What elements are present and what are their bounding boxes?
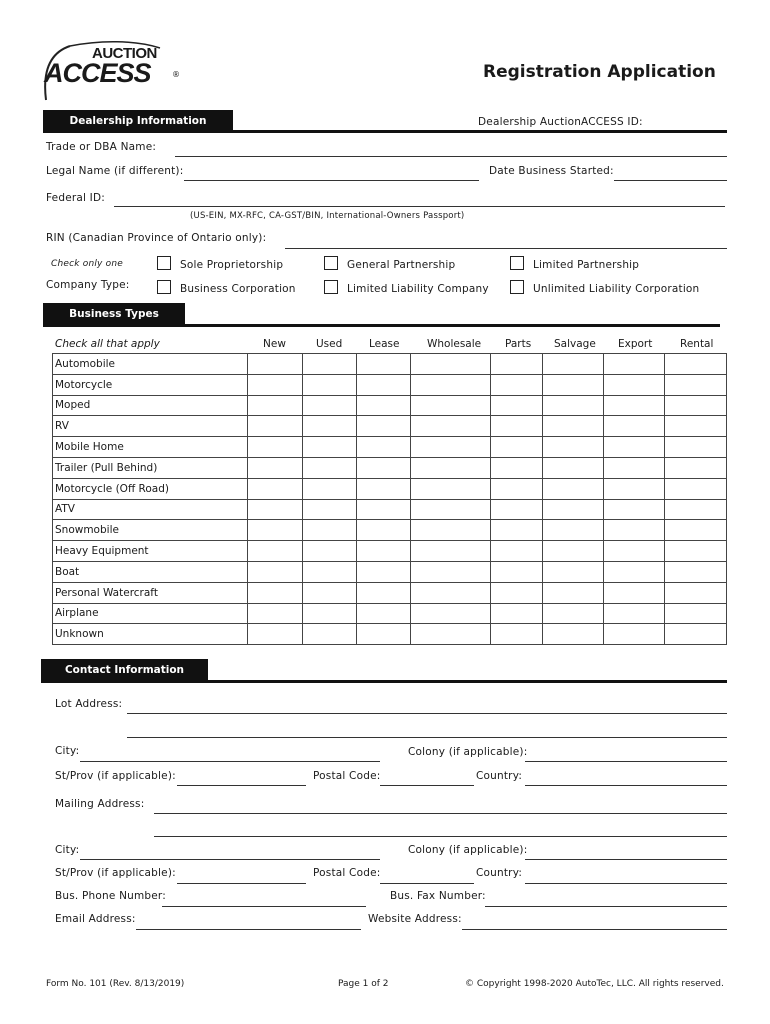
business-type-checkbox-cell[interactable] (302, 374, 356, 395)
business-type-checkbox-cell[interactable] (543, 478, 604, 499)
business-type-checkbox-cell[interactable] (491, 478, 543, 499)
col-header-lease: Lease (369, 338, 400, 350)
section-header-contact: Contact Information (41, 659, 208, 681)
rin-field[interactable] (285, 248, 727, 249)
mailing-address-field-2[interactable] (154, 836, 727, 837)
mailing-colony-label: Colony (if applicable): (408, 844, 528, 856)
business-type-checkbox-cell[interactable] (411, 374, 491, 395)
business-type-label: Snowmobile (53, 520, 248, 541)
business-type-checkbox-cell[interactable] (665, 478, 727, 499)
business-type-checkbox-cell[interactable] (665, 561, 727, 582)
business-type-checkbox-cell[interactable] (491, 416, 543, 437)
business-type-label: Personal Watercraft (53, 582, 248, 603)
email-label: Email Address: (55, 913, 136, 925)
business-type-checkbox-cell[interactable] (543, 437, 604, 458)
section-rule-dealership (43, 130, 727, 133)
business-type-checkbox-cell[interactable] (356, 541, 411, 562)
lot-city-label: City: (55, 745, 80, 757)
mailing-address-field-1[interactable] (154, 813, 727, 814)
checkbox-unlimited-liability-corporation[interactable] (510, 280, 524, 294)
business-type-checkbox-cell[interactable] (302, 354, 356, 375)
business-type-label: Airplane (53, 603, 248, 624)
business-type-checkbox-cell[interactable] (247, 416, 302, 437)
label-limited-partnership: Limited Partnership (533, 259, 640, 271)
bus-fax-field[interactable] (485, 906, 727, 907)
business-type-checkbox-cell[interactable] (302, 416, 356, 437)
business-type-checkbox-cell[interactable] (247, 624, 302, 645)
business-type-checkbox-cell[interactable] (543, 541, 604, 562)
business-type-checkbox-cell[interactable] (665, 416, 727, 437)
lot-postal-code-label: Postal Code: (313, 770, 381, 782)
business-type-checkbox-cell[interactable] (302, 499, 356, 520)
business-type-checkbox-cell[interactable] (411, 457, 491, 478)
business-type-checkbox-cell[interactable] (356, 437, 411, 458)
business-type-checkbox-cell[interactable] (302, 541, 356, 562)
business-type-checkbox-cell[interactable] (411, 499, 491, 520)
business-type-checkbox-cell[interactable] (247, 582, 302, 603)
business-type-checkbox-cell[interactable] (491, 395, 543, 416)
lot-st-prov-field[interactable] (177, 785, 306, 786)
label-limited-liability-company: Limited Liability Company (347, 283, 489, 295)
business-type-checkbox-cell[interactable] (665, 603, 727, 624)
business-type-checkbox-cell[interactable] (247, 354, 302, 375)
table-row (53, 478, 727, 499)
business-type-checkbox-cell[interactable] (665, 624, 727, 645)
business-type-checkbox-cell[interactable] (302, 624, 356, 645)
mailing-city-label: City: (55, 844, 80, 856)
section-header-dealership: Dealership Information (43, 110, 233, 132)
business-type-checkbox-cell[interactable] (543, 520, 604, 541)
email-field[interactable] (136, 929, 361, 930)
business-type-checkbox-cell[interactable] (356, 624, 411, 645)
col-header-new: New (263, 338, 286, 350)
page-title: Registration Application (483, 62, 716, 82)
business-type-checkbox-cell[interactable] (247, 541, 302, 562)
business-type-checkbox-cell[interactable] (491, 624, 543, 645)
business-type-checkbox-cell[interactable] (302, 457, 356, 478)
mailing-colony-field[interactable] (525, 859, 727, 860)
business-type-checkbox-cell[interactable] (665, 499, 727, 520)
business-type-checkbox-cell[interactable] (491, 374, 543, 395)
mailing-st-prov-field[interactable] (177, 883, 306, 884)
business-type-checkbox-cell[interactable] (356, 603, 411, 624)
business-type-checkbox-cell[interactable] (356, 582, 411, 603)
business-type-checkbox-cell[interactable] (411, 416, 491, 437)
business-type-checkbox-cell[interactable] (604, 374, 665, 395)
table-row (53, 520, 727, 541)
business-type-checkbox-cell[interactable] (247, 561, 302, 582)
section-header-business-types: Business Types (43, 303, 185, 325)
checkbox-business-corporation[interactable] (157, 280, 171, 294)
business-type-label: Motorcycle (Off Road) (53, 478, 248, 499)
trade-name-field[interactable] (175, 156, 727, 157)
col-header-export: Export (618, 338, 653, 350)
business-type-checkbox-cell[interactable] (491, 499, 543, 520)
business-type-checkbox-cell[interactable] (411, 520, 491, 541)
business-type-checkbox-cell[interactable] (543, 561, 604, 582)
date-started-label: Date Business Started: (489, 165, 614, 177)
business-type-checkbox-cell[interactable] (247, 395, 302, 416)
mailing-st-prov-label: St/Prov (if applicable): (55, 867, 176, 879)
business-type-checkbox-cell[interactable] (665, 437, 727, 458)
business-type-checkbox-cell[interactable] (302, 582, 356, 603)
checkbox-limited-liability-company[interactable] (324, 280, 338, 294)
business-type-checkbox-cell[interactable] (665, 457, 727, 478)
business-type-checkbox-cell[interactable] (411, 395, 491, 416)
business-type-checkbox-cell[interactable] (543, 354, 604, 375)
business-type-checkbox-cell[interactable] (665, 582, 727, 603)
col-header-wholesale: Wholesale (427, 338, 482, 350)
business-type-checkbox-cell[interactable] (604, 457, 665, 478)
bus-fax-label: Bus. Fax Number: (390, 890, 486, 902)
business-type-checkbox-cell[interactable] (356, 374, 411, 395)
business-type-label: RV (53, 416, 248, 437)
table-row (53, 457, 727, 478)
business-type-checkbox-cell[interactable] (302, 478, 356, 499)
business-type-checkbox-cell[interactable] (491, 603, 543, 624)
table-row (53, 437, 727, 458)
business-type-checkbox-cell[interactable] (543, 603, 604, 624)
label-business-corporation: Business Corporation (180, 283, 296, 295)
business-type-checkbox-cell[interactable] (604, 603, 665, 624)
business-type-checkbox-cell[interactable] (356, 354, 411, 375)
table-row (53, 374, 727, 395)
business-type-checkbox-cell[interactable] (356, 561, 411, 582)
business-type-checkbox-cell[interactable] (302, 603, 356, 624)
col-header-salvage: Salvage (554, 338, 596, 350)
label-unlimited-liability-corporation: Unlimited Liability Corporation (533, 283, 700, 295)
business-type-checkbox-cell[interactable] (302, 395, 356, 416)
business-type-checkbox-cell[interactable] (491, 582, 543, 603)
business-type-checkbox-cell[interactable] (411, 603, 491, 624)
business-type-checkbox-cell[interactable] (302, 437, 356, 458)
dealership-id-label: Dealership AuctionACCESS ID: (478, 116, 643, 128)
business-type-checkbox-cell[interactable] (665, 541, 727, 562)
business-type-checkbox-cell[interactable] (247, 437, 302, 458)
lot-postal-code-field[interactable] (380, 785, 474, 786)
table-row (53, 624, 727, 645)
col-header-used: Used (316, 338, 343, 350)
checkbox-general-partnership[interactable] (324, 256, 338, 270)
col-header-parts: Parts (505, 338, 532, 350)
federal-id-label: Federal ID: (46, 192, 105, 204)
lot-st-prov-label: St/Prov (if applicable): (55, 770, 176, 782)
business-type-checkbox-cell[interactable] (491, 561, 543, 582)
business-type-label: Heavy Equipment (53, 541, 248, 562)
business-type-checkbox-cell[interactable] (247, 603, 302, 624)
legal-name-field[interactable] (184, 180, 479, 181)
checkbox-sole-proprietorship[interactable] (157, 256, 171, 270)
federal-id-hint: (US-EIN, MX-RFC, CA-GST/BIN, International-Owners Passport) (190, 211, 465, 221)
mailing-city-field[interactable] (80, 859, 380, 860)
business-type-checkbox-cell[interactable] (543, 457, 604, 478)
business-type-checkbox-cell[interactable] (604, 624, 665, 645)
table-row (53, 354, 727, 375)
lot-country-field[interactable] (525, 785, 727, 786)
rin-label: RIN (Canadian Province of Ontario only): (46, 232, 267, 244)
lot-city-field[interactable] (80, 761, 380, 762)
business-type-checkbox-cell[interactable] (604, 395, 665, 416)
business-type-checkbox-cell[interactable] (491, 457, 543, 478)
auctionaccess-logo (40, 38, 185, 108)
bus-phone-label: Bus. Phone Number: (55, 890, 166, 902)
lot-colony-label: Colony (if applicable): (408, 746, 528, 758)
business-type-checkbox-cell[interactable] (491, 354, 543, 375)
business-type-checkbox-cell[interactable] (356, 478, 411, 499)
checkbox-limited-partnership[interactable] (510, 256, 524, 270)
mailing-address-label: Mailing Address: (55, 798, 145, 810)
business-type-label: Trailer (Pull Behind) (53, 457, 248, 478)
business-types-table (52, 353, 727, 645)
business-type-checkbox-cell[interactable] (411, 354, 491, 375)
business-type-checkbox-cell[interactable] (247, 374, 302, 395)
business-type-checkbox-cell[interactable] (604, 561, 665, 582)
federal-id-field[interactable] (114, 206, 725, 207)
business-type-checkbox-cell[interactable] (411, 582, 491, 603)
business-type-checkbox-cell[interactable] (543, 499, 604, 520)
business-type-checkbox-cell[interactable] (247, 478, 302, 499)
lot-address-field-1[interactable] (127, 713, 727, 714)
section-rule-contact (41, 680, 727, 683)
business-type-checkbox-cell[interactable] (411, 437, 491, 458)
business-type-checkbox-cell[interactable] (411, 478, 491, 499)
business-type-label: Moped (53, 395, 248, 416)
business-type-checkbox-cell[interactable] (302, 520, 356, 541)
business-type-checkbox-cell[interactable] (356, 499, 411, 520)
business-type-checkbox-cell[interactable] (411, 561, 491, 582)
business-type-label: Automobile (53, 354, 248, 375)
business-type-label: Mobile Home (53, 437, 248, 458)
check-all-note: Check all that apply (55, 338, 160, 350)
business-type-label: ATV (53, 499, 248, 520)
business-type-checkbox-cell[interactable] (604, 541, 665, 562)
business-type-checkbox-cell[interactable] (247, 520, 302, 541)
section-rule-business-types (43, 324, 720, 327)
mailing-country-field[interactable] (525, 883, 727, 884)
footer-page-number: Page 1 of 2 (338, 979, 389, 989)
business-type-checkbox-cell[interactable] (411, 624, 491, 645)
business-type-checkbox-cell[interactable] (302, 561, 356, 582)
business-type-checkbox-cell[interactable] (604, 437, 665, 458)
check-only-one-note: Check only one (51, 259, 123, 269)
table-row (53, 395, 727, 416)
business-type-checkbox-cell[interactable] (665, 395, 727, 416)
col-header-rental: Rental (680, 338, 714, 350)
business-type-checkbox-cell[interactable] (604, 499, 665, 520)
business-type-checkbox-cell[interactable] (356, 520, 411, 541)
table-row (53, 416, 727, 437)
business-type-checkbox-cell[interactable] (543, 374, 604, 395)
business-type-checkbox-cell[interactable] (491, 520, 543, 541)
bus-phone-field[interactable] (162, 906, 366, 907)
trade-name-label: Trade or DBA Name: (46, 141, 157, 153)
business-type-checkbox-cell[interactable] (356, 416, 411, 437)
business-type-checkbox-cell[interactable] (543, 416, 604, 437)
business-type-checkbox-cell[interactable] (604, 520, 665, 541)
table-row (53, 499, 727, 520)
logo-registered-mark: ® (172, 70, 180, 79)
label-sole-proprietorship: Sole Proprietorship (180, 259, 284, 271)
business-type-checkbox-cell[interactable] (604, 478, 665, 499)
business-type-label: Boat (53, 561, 248, 582)
lot-country-label: Country: (476, 770, 523, 782)
website-label: Website Address: (368, 913, 462, 925)
table-row (53, 561, 727, 582)
mailing-postal-code-field[interactable] (380, 883, 474, 884)
business-type-checkbox-cell[interactable] (604, 416, 665, 437)
footer-copyright: © Copyright 1998-2020 AutoTec, LLC. All rights reserved. (465, 979, 724, 989)
business-type-label: Unknown (53, 624, 248, 645)
mailing-country-label: Country: (476, 867, 523, 879)
footer-form-number: Form No. 101 (Rev. 8/13/2019) (46, 979, 185, 989)
business-type-checkbox-cell[interactable] (411, 541, 491, 562)
business-type-checkbox-cell[interactable] (604, 354, 665, 375)
logo-auction-text: AUCTION (92, 45, 157, 62)
business-type-checkbox-cell[interactable] (543, 624, 604, 645)
company-type-label: Company Type: (46, 279, 130, 291)
date-started-field[interactable] (614, 180, 727, 181)
business-type-checkbox-cell[interactable] (543, 395, 604, 416)
mailing-postal-code-label: Postal Code: (313, 867, 381, 879)
business-type-checkbox-cell[interactable] (604, 582, 665, 603)
table-row (53, 541, 727, 562)
business-type-checkbox-cell[interactable] (247, 499, 302, 520)
label-general-partnership: General Partnership (347, 259, 456, 271)
website-field[interactable] (462, 929, 727, 930)
lot-address-field-2[interactable] (127, 737, 727, 738)
table-row (53, 582, 727, 603)
legal-name-label: Legal Name (if different): (46, 165, 184, 177)
table-row (53, 603, 727, 624)
business-type-checkbox-cell[interactable] (665, 354, 727, 375)
business-type-checkbox-cell[interactable] (356, 457, 411, 478)
lot-address-label: Lot Address: (55, 698, 123, 710)
business-type-checkbox-cell[interactable] (491, 437, 543, 458)
business-type-checkbox-cell[interactable] (543, 582, 604, 603)
business-type-checkbox-cell[interactable] (665, 520, 727, 541)
business-type-checkbox-cell[interactable] (665, 374, 727, 395)
business-type-checkbox-cell[interactable] (356, 395, 411, 416)
business-type-checkbox-cell[interactable] (491, 541, 543, 562)
lot-colony-field[interactable] (525, 761, 727, 762)
business-type-checkbox-cell[interactable] (247, 457, 302, 478)
logo-access-text: ACCESS (44, 58, 151, 88)
business-type-label: Motorcycle (53, 374, 248, 395)
